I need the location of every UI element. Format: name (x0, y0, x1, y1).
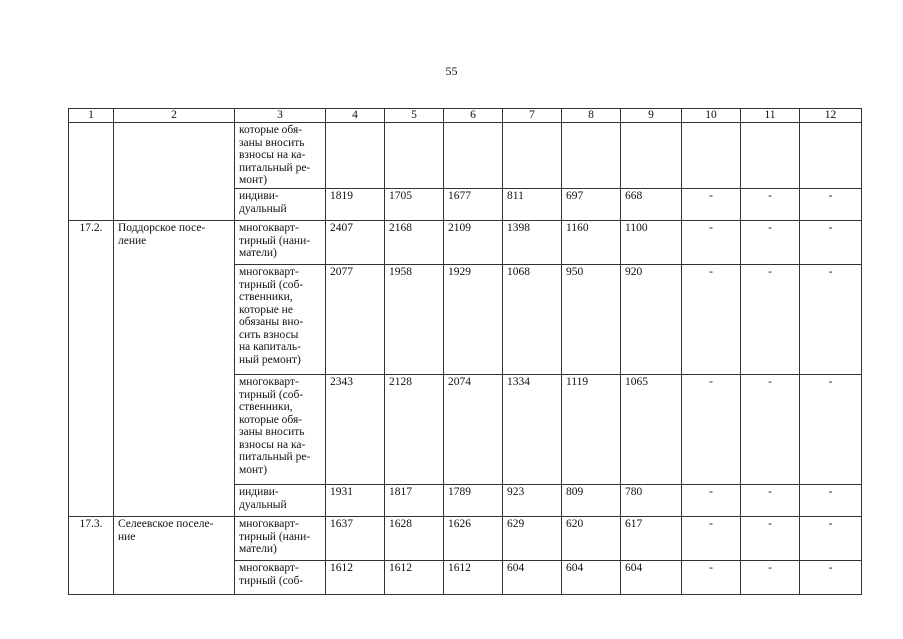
header-cell: 3 (235, 109, 326, 123)
housing-type-line: многокварт- (239, 562, 299, 574)
housing-type-line: многокварт- (239, 518, 299, 530)
header-cell: 5 (385, 109, 444, 123)
table-row (69, 123, 862, 189)
page-number: 55 (445, 64, 458, 78)
dash-cell: - (800, 221, 862, 265)
dash-cell: - (741, 375, 800, 485)
value-cell (562, 123, 621, 189)
housing-type-line: тирный (нани- (239, 530, 311, 543)
header-cell: 1 (69, 109, 114, 123)
housing-type-line: обязаны вно- (239, 316, 304, 328)
housing-type-line: тирный (нани- (239, 234, 311, 247)
housing-type-line: на капиталь- (239, 341, 301, 353)
settlement-name (114, 221, 235, 517)
header-row (69, 109, 862, 123)
value-cell: 811 (503, 189, 562, 221)
housing-type-line: матели) (239, 543, 277, 555)
dash-cell: - (682, 375, 741, 485)
header-cell: 4 (326, 109, 385, 123)
value-cell: 604 (562, 561, 621, 595)
header-cell: 7 (503, 109, 562, 123)
value-cell: 920 (621, 265, 682, 375)
header-cell: 2 (114, 109, 235, 123)
subdivision-number: 17.3. (69, 517, 114, 595)
settlement-name (114, 517, 235, 595)
housing-type-line: заны вносить (239, 136, 305, 149)
housing-type (235, 485, 326, 517)
housing-type-line: взносы на ка- (239, 438, 306, 451)
dash-cell: - (741, 517, 800, 561)
dash-cell: - (741, 265, 800, 375)
housing-type-line: которые обя- (239, 413, 303, 426)
dash-cell: - (800, 485, 862, 517)
value-cell: 617 (621, 517, 682, 561)
settlement-name-line: Поддорское посе- (118, 222, 206, 234)
housing-type-line: сить взносы (239, 328, 299, 341)
header-cell: 8 (562, 109, 621, 123)
dash-cell (741, 123, 800, 189)
value-cell: 1626 (444, 517, 503, 561)
dash-cell: - (800, 265, 862, 375)
value-cell: 1817 (385, 485, 444, 517)
value-cell: 1068 (503, 265, 562, 375)
dash-cell: - (682, 561, 741, 595)
housing-type-line: ственники, (239, 401, 293, 413)
dash-cell: - (682, 189, 741, 221)
value-cell: 780 (621, 485, 682, 517)
value-cell: 1958 (385, 265, 444, 375)
value-cell: 1929 (444, 265, 503, 375)
dash-cell: - (741, 189, 800, 221)
housing-type-line: питальный ре- (239, 451, 311, 463)
value-cell: 2074 (444, 375, 503, 485)
subdivision-number: 17.2. (69, 221, 114, 517)
housing-type-line: монт) (239, 463, 268, 476)
value-cell: 629 (503, 517, 562, 561)
housing-type-line: заны вносить (239, 426, 305, 438)
value-cell: 1789 (444, 485, 503, 517)
housing-type-line: многокварт- (239, 222, 299, 234)
housing-type-line: многокварт- (239, 376, 299, 388)
value-cell: 1612 (444, 561, 503, 595)
housing-type-line: дуальный (239, 498, 287, 511)
dash-cell: - (800, 517, 862, 561)
housing-type-line: многокварт- (239, 266, 299, 278)
value-cell: 2128 (385, 375, 444, 485)
housing-type-line: тирный (соб- (239, 574, 304, 587)
subdivision-number (69, 123, 114, 221)
value-cell: 604 (503, 561, 562, 595)
housing-type-line: индиви- (239, 190, 279, 202)
dash-cell: - (682, 485, 741, 517)
value-cell (326, 123, 385, 189)
value-cell: 2077 (326, 265, 385, 375)
table-row (69, 221, 862, 265)
value-cell: 668 (621, 189, 682, 221)
housing-type (235, 189, 326, 221)
header-cell: 11 (741, 109, 800, 123)
dash-cell (800, 123, 862, 189)
value-cell: 1065 (621, 375, 682, 485)
value-cell (444, 123, 503, 189)
housing-type-line: индиви- (239, 486, 279, 498)
value-cell (385, 123, 444, 189)
value-cell: 2343 (326, 375, 385, 485)
header-cell: 12 (800, 109, 862, 123)
value-cell: 2407 (326, 221, 385, 265)
value-cell: 1628 (385, 517, 444, 561)
value-cell: 809 (562, 485, 621, 517)
value-cell: 1100 (621, 221, 682, 265)
value-cell: 2109 (444, 221, 503, 265)
settlement-name (114, 123, 235, 221)
housing-type (235, 221, 326, 265)
housing-type (235, 375, 326, 485)
value-cell: 1160 (562, 221, 621, 265)
value-cell (503, 123, 562, 189)
value-cell: 1119 (562, 375, 621, 485)
value-cell: 1398 (503, 221, 562, 265)
value-cell: 1677 (444, 189, 503, 221)
dash-cell: - (682, 265, 741, 375)
value-cell: 620 (562, 517, 621, 561)
value-cell: 1612 (326, 561, 385, 595)
value-cell: 1931 (326, 485, 385, 517)
dash-cell: - (800, 189, 862, 221)
housing-type-line: тирный (соб- (239, 278, 304, 291)
value-cell: 1705 (385, 189, 444, 221)
housing-type-line: питальный ре- (239, 161, 311, 174)
value-cell: 1819 (326, 189, 385, 221)
value-cell: 1612 (385, 561, 444, 595)
housing-type-line: которые не (239, 303, 293, 316)
dash-cell (682, 123, 741, 189)
header-cell: 6 (444, 109, 503, 123)
housing-type-line: матели) (239, 247, 277, 259)
settlement-name-line: ние (118, 530, 136, 543)
settlement-name-line: ление (118, 234, 147, 247)
value-cell: 1334 (503, 375, 562, 485)
dash-cell: - (800, 375, 862, 485)
housing-type (235, 123, 326, 189)
housing-type-line: ственники, (239, 291, 293, 303)
housing-type-line: тирный (соб- (239, 388, 304, 401)
settlement-name-line: Селеевское поселе- (118, 518, 214, 530)
housing-type-line: дуальный (239, 202, 287, 215)
housing-type-line: взносы на ка- (239, 149, 306, 161)
dash-cell: - (682, 221, 741, 265)
dash-cell: - (800, 561, 862, 595)
tariff-table (68, 108, 862, 595)
value-cell: 697 (562, 189, 621, 221)
housing-type (235, 561, 326, 595)
housing-type (235, 265, 326, 375)
value-cell: 2168 (385, 221, 444, 265)
value-cell: 604 (621, 561, 682, 595)
value-cell: 950 (562, 265, 621, 375)
value-cell: 923 (503, 485, 562, 517)
header-cell: 9 (621, 109, 682, 123)
table-row (69, 517, 862, 561)
header-cell: 10 (682, 109, 741, 123)
housing-type (235, 517, 326, 561)
value-cell: 1637 (326, 517, 385, 561)
housing-type-line: монт) (239, 174, 268, 186)
housing-type-line: ный ремонт) (239, 353, 301, 366)
housing-type-line: которые обя- (239, 124, 303, 136)
value-cell (621, 123, 682, 189)
dash-cell: - (741, 221, 800, 265)
dash-cell: - (682, 517, 741, 561)
dash-cell: - (741, 485, 800, 517)
dash-cell: - (741, 561, 800, 595)
